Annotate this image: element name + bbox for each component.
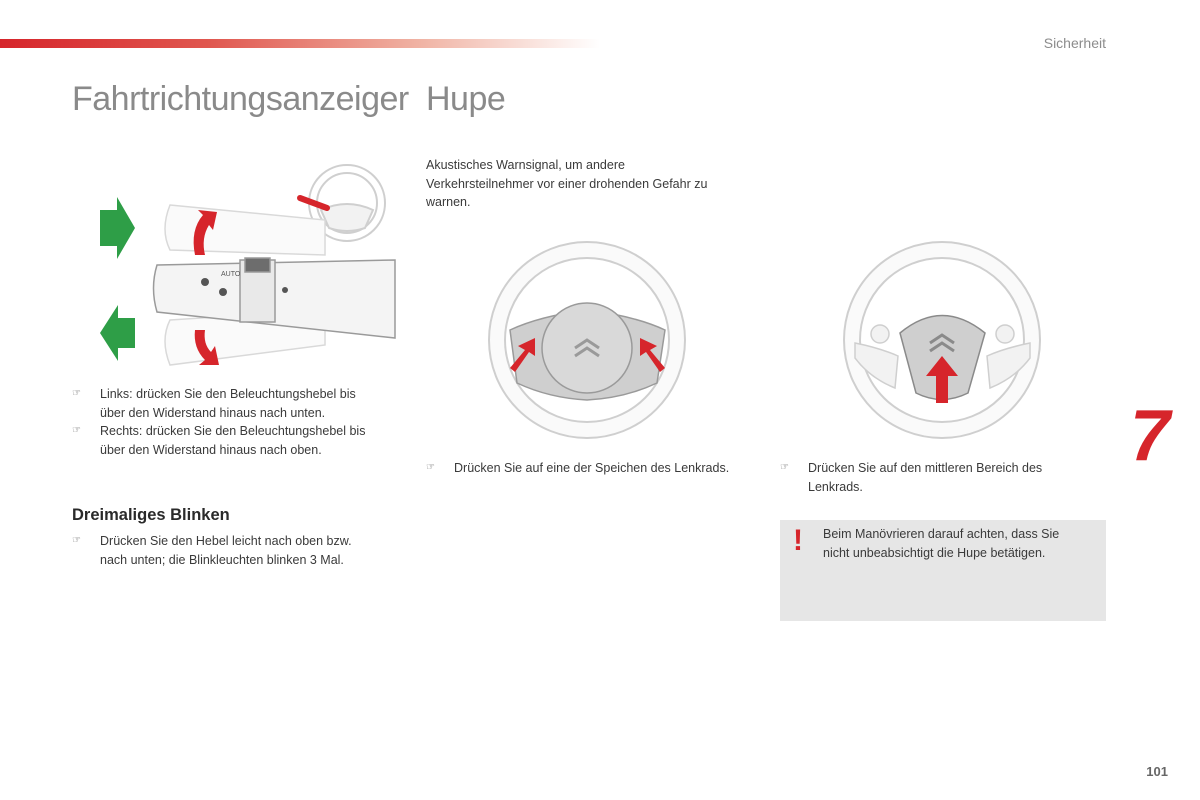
turn-signal-stalk-illustration [95, 160, 400, 370]
steering-wheel-center-illustration [840, 238, 1045, 443]
bullet-marker: ☞ [426, 462, 435, 473]
bullet-horn-center [780, 459, 1110, 497]
intro-line: Akustisches Warnsignal, um andere [426, 158, 625, 172]
bullet-horn-spokes [426, 459, 766, 479]
warning-text [823, 525, 1093, 562]
bullet-text-line2: über den Widerstand hinaus nach oben. [100, 442, 322, 457]
steering-wheel-spokes-illustration [485, 238, 690, 443]
bullet-text-line1: Rechts: drücken Sie den Beleuchtungshebel bis [100, 424, 366, 438]
warning-line: nicht unbeabsichtigt die Hupe betätigen. [823, 545, 1046, 560]
page-number: 101 [1146, 764, 1168, 779]
bullet-text-line1: Links: drücken Sie den Beleuchtungshebel bis [100, 387, 356, 401]
bullet-marker: ☞ [72, 388, 81, 399]
bullet-text-line1: Drücken Sie den Hebel leicht nach oben bzw. [100, 534, 352, 548]
warning-box [780, 520, 1106, 621]
chapter-number: 7 [1130, 396, 1171, 476]
warning-line: Beim Manövrieren darauf achten, dass Sie [823, 527, 1060, 541]
stalk-auto-label: AUTO [221, 271, 241, 278]
horn-intro [426, 156, 756, 212]
bullet-marker: ☞ [780, 462, 789, 473]
arrow-right-icon [100, 197, 135, 259]
bullet-text: Drücken Sie auf eine der Speichen des Lenkrads. [454, 461, 730, 475]
header-accent-bar [0, 39, 600, 48]
bullet-marker: ☞ [72, 535, 81, 546]
bullet-right-indicator [72, 422, 402, 460]
page-title-horn: Hupe [426, 80, 506, 118]
bullet-text-line2: nach unten; die Blinkleuchten blinken 3 Mal. [100, 552, 344, 567]
subheading-triple-flash: Dreimaliges Blinken [72, 506, 230, 524]
bullet-triple-flash [72, 532, 402, 570]
bullet-left-indicator [72, 385, 402, 423]
warning-icon: ! [793, 524, 803, 557]
intro-line: Verkehrsteilnehmer vor einer drohenden Gefahr zu [426, 176, 708, 191]
bullet-text-line1: Drücken Sie auf den mittleren Bereich des [808, 461, 1043, 475]
bullet-marker: ☞ [72, 425, 81, 436]
intro-line: warnen. [426, 195, 471, 209]
page-title-turn-signals: Fahrtrichtungsanzeiger [72, 80, 409, 118]
section-label: Sicherheit [1043, 35, 1106, 51]
bullet-text-line2: über den Widerstand hinaus nach unten. [100, 405, 326, 420]
arrow-left-icon [100, 305, 135, 361]
bullet-text-line2: Lenkrads. [808, 479, 863, 494]
